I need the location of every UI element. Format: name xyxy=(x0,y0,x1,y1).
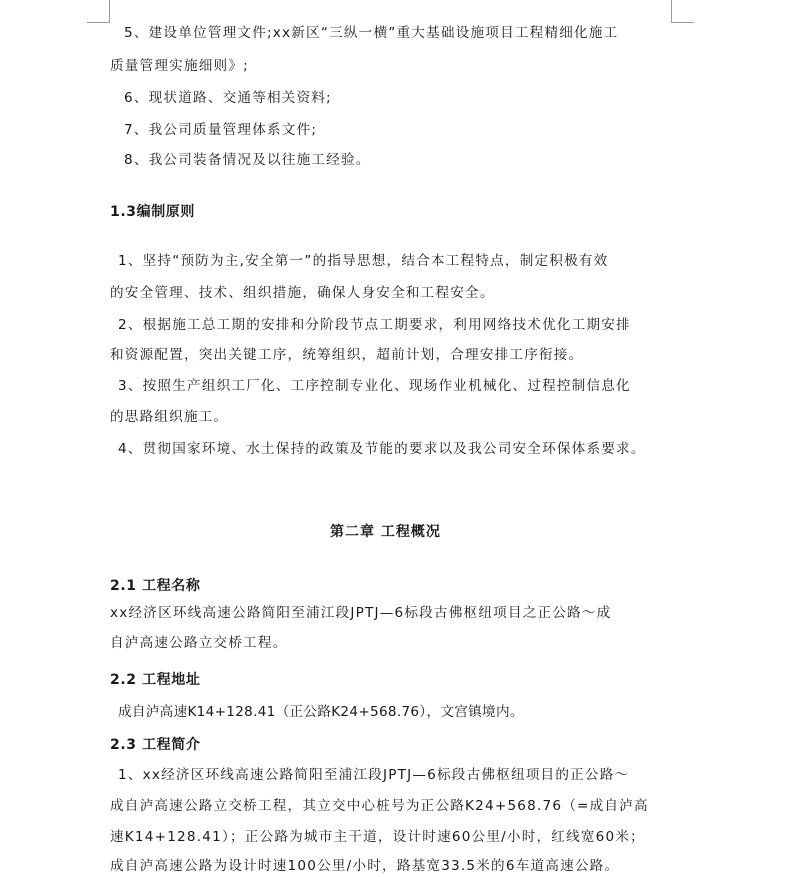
list-item: 8、我公司装备情况及以往施工经验。 xyxy=(124,152,371,168)
paragraph-line: 2、根据施工总工期的安排和分阶段节点工期要求，利用网络技术优化工期安排 xyxy=(118,317,631,333)
paragraph-line: 速K14+128.41）；正公路为城市主干道，设计时速60公里/小时，红线宽60米； xyxy=(110,829,645,845)
paragraph-line: 3、按照生产组织工厂化、工序控制专业化、现场作业机械化、过程控制信息化 xyxy=(118,378,631,394)
list-item: 7、我公司质量管理体系文件; xyxy=(124,122,318,138)
paragraph-line: 自泸高速公路立交桥工程。 xyxy=(110,635,288,651)
paragraph-line: 成自泸高速公路为设计时速100公里/小时，路基宽33.5米的6车道高速公路。 xyxy=(110,858,620,874)
chapter-title: 第二章 工程概况 xyxy=(330,524,441,540)
paragraph-line: xx经济区环线高速公路简阳至浦江段JPTJ—6标段古佛枢纽项目之正公路～成 xyxy=(110,605,612,621)
section-heading: 2.2 工程地址 xyxy=(110,672,201,688)
page-corner-mark-right xyxy=(671,0,694,23)
paragraph-line: 4、贯彻国家环境、水土保持的政策及节能的要求以及我公司安全环保体系要求。 xyxy=(118,441,646,457)
list-item: 5、建设单位管理文件;xx新区“三纵一横”重大基础设施项目工程精细化施工 xyxy=(124,25,619,41)
paragraph-line: 1、xx经济区环线高速公路简阳至浦江段JPTJ—6标段古佛枢纽项目的正公路～ xyxy=(118,767,630,783)
paragraph-line: 成自泸高速公路立交桥工程，其立交中心桩号为正公路K24+568.76（=成自泸高 xyxy=(110,798,649,814)
section-heading: 2.1 工程名称 xyxy=(110,578,201,594)
paragraph-line: 成自泸高速K14+128.41（正公路K24+568.76），文宫镇境内。 xyxy=(118,704,524,720)
paragraph-line: 的安全管理、技术、组织措施，确保人身安全和工程安全。 xyxy=(110,285,495,301)
list-item-continuation: 质量管理实施细则》; xyxy=(110,58,249,74)
paragraph-line: 和资源配置，突出关键工序，统筹组织，超前计划，合理安排工序衔接。 xyxy=(110,347,584,363)
page-corner-mark-left xyxy=(87,0,110,23)
section-heading: 1.3编制原则 xyxy=(110,204,196,220)
paragraph-line: 的思路组织施工。 xyxy=(110,409,229,425)
section-heading: 2.3 工程简介 xyxy=(110,737,201,753)
list-item: 6、现状道路、交通等相关资料; xyxy=(124,90,332,106)
paragraph-line: 1、坚持“预防为主,安全第一”的指导思想，结合本工程特点，制定积极有效 xyxy=(118,253,609,269)
